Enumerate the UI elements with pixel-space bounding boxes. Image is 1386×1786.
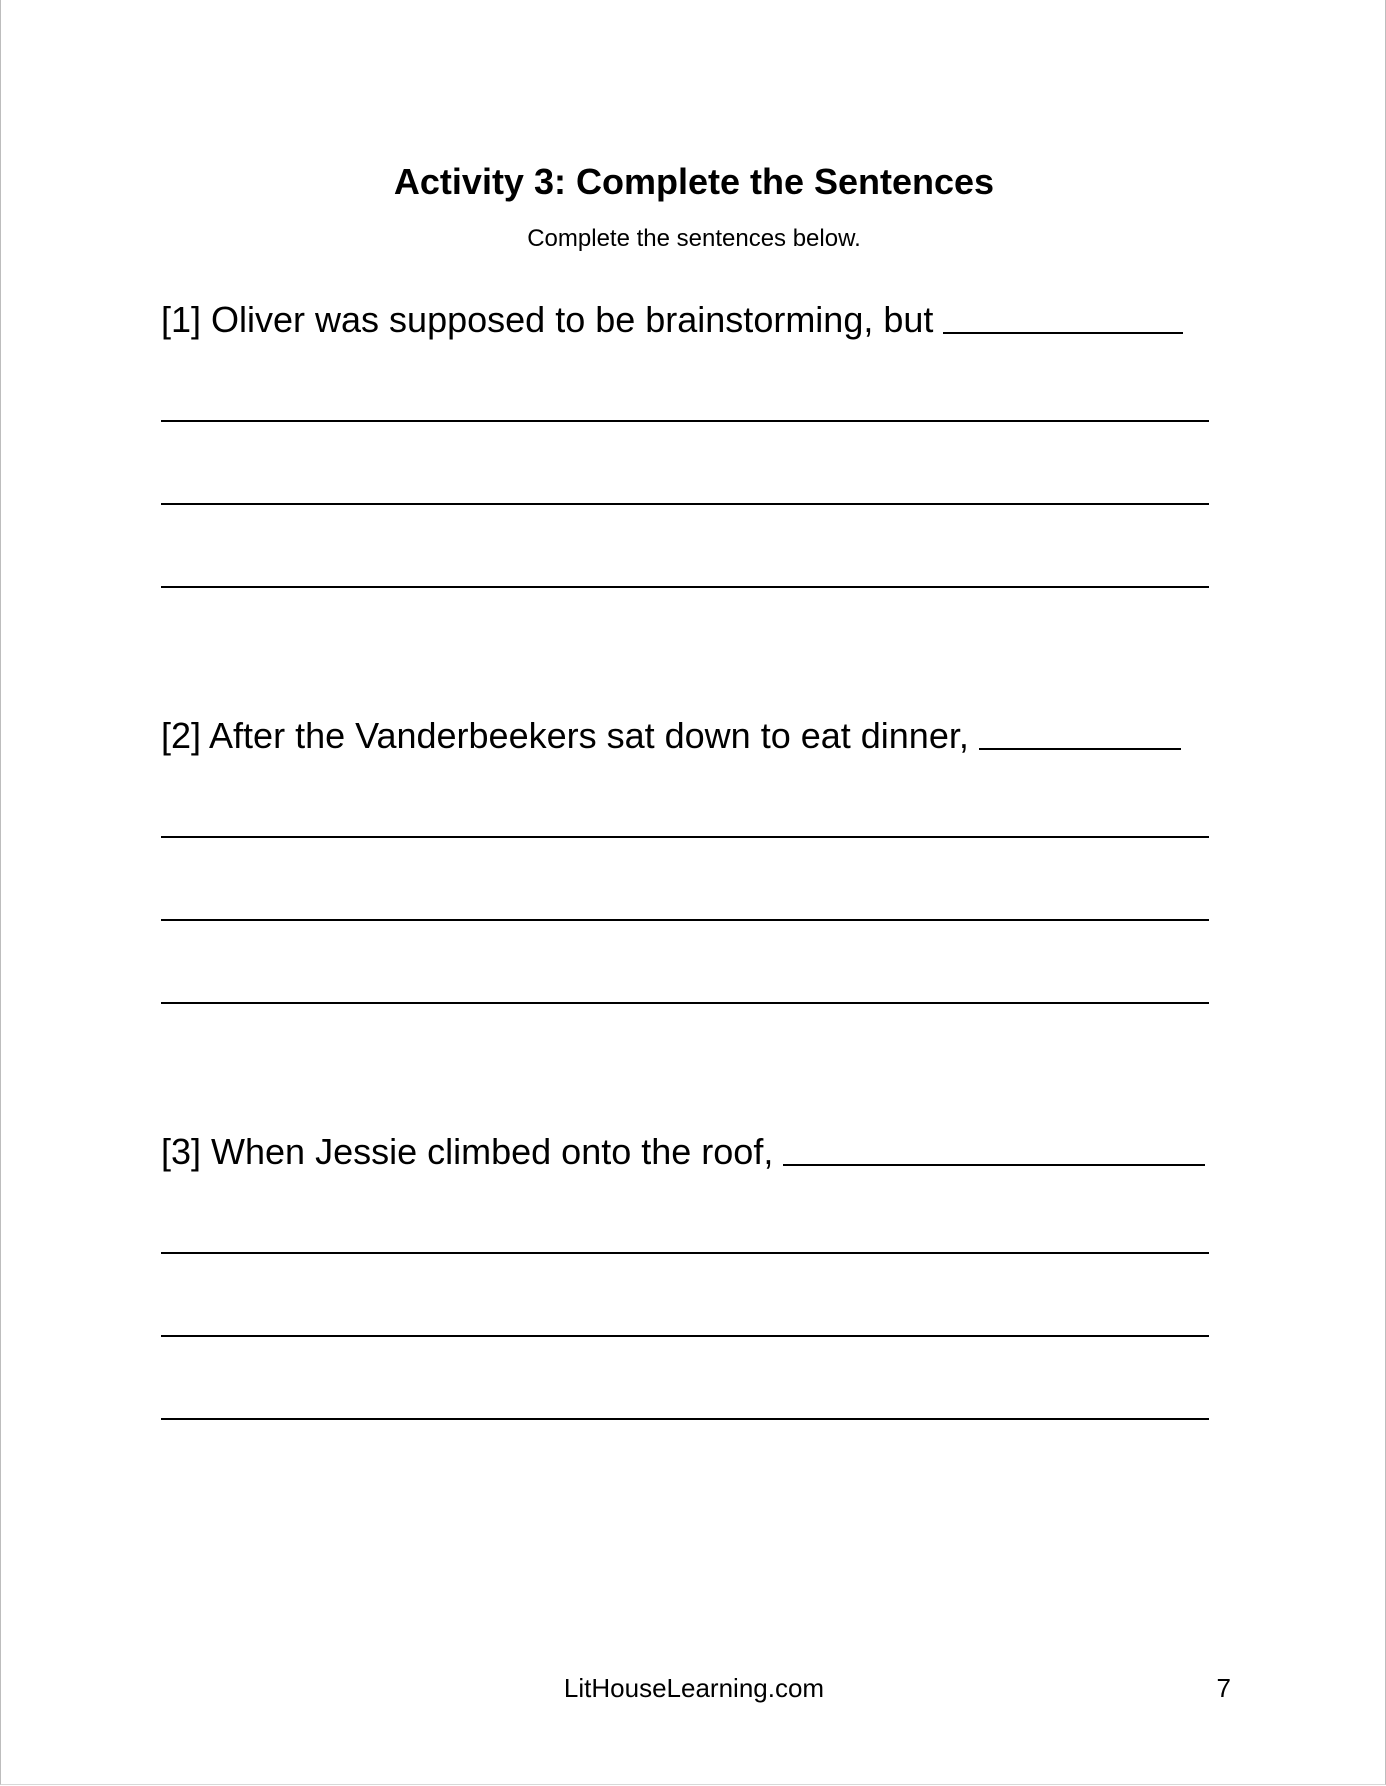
question-3-answer-line-1[interactable] [161,1252,1209,1254]
question-1-answer-line-2[interactable] [161,503,1209,505]
question-2 [161,714,1181,758]
question-3 [161,1130,1205,1174]
question-2-answer-line-3[interactable] [161,1002,1209,1004]
page-title: Activity 3: Complete the Sentences [393,161,995,202]
question-2-answer-line-2[interactable] [161,919,1209,921]
question-3-answer-line-3[interactable] [161,1418,1209,1420]
question-1 [161,298,1183,342]
question-1-prompt: [1] Oliver was supposed to be brainstorming, but [161,299,934,340]
question-2-answer-line-1[interactable] [161,836,1209,838]
instructions-text: Complete the sentences below. [527,225,861,252]
footer-site-name: LitHouseLearning.com [563,1673,825,1703]
question-3-answer-line-2[interactable] [161,1335,1209,1337]
question-2-inline-blank[interactable] [979,718,1181,750]
question-1-inline-blank[interactable] [943,302,1183,334]
question-3-inline-blank[interactable] [783,1134,1205,1166]
page-number: 7 [1216,1673,1231,1703]
question-3-prompt: [3] When Jessie climbed onto the roof, [161,1131,774,1172]
question-1-answer-line-1[interactable] [161,420,1209,422]
question-2-prompt: [2] After the Vanderbeekers sat down to eat dinner, [161,715,969,756]
question-1-answer-line-3[interactable] [161,586,1209,588]
